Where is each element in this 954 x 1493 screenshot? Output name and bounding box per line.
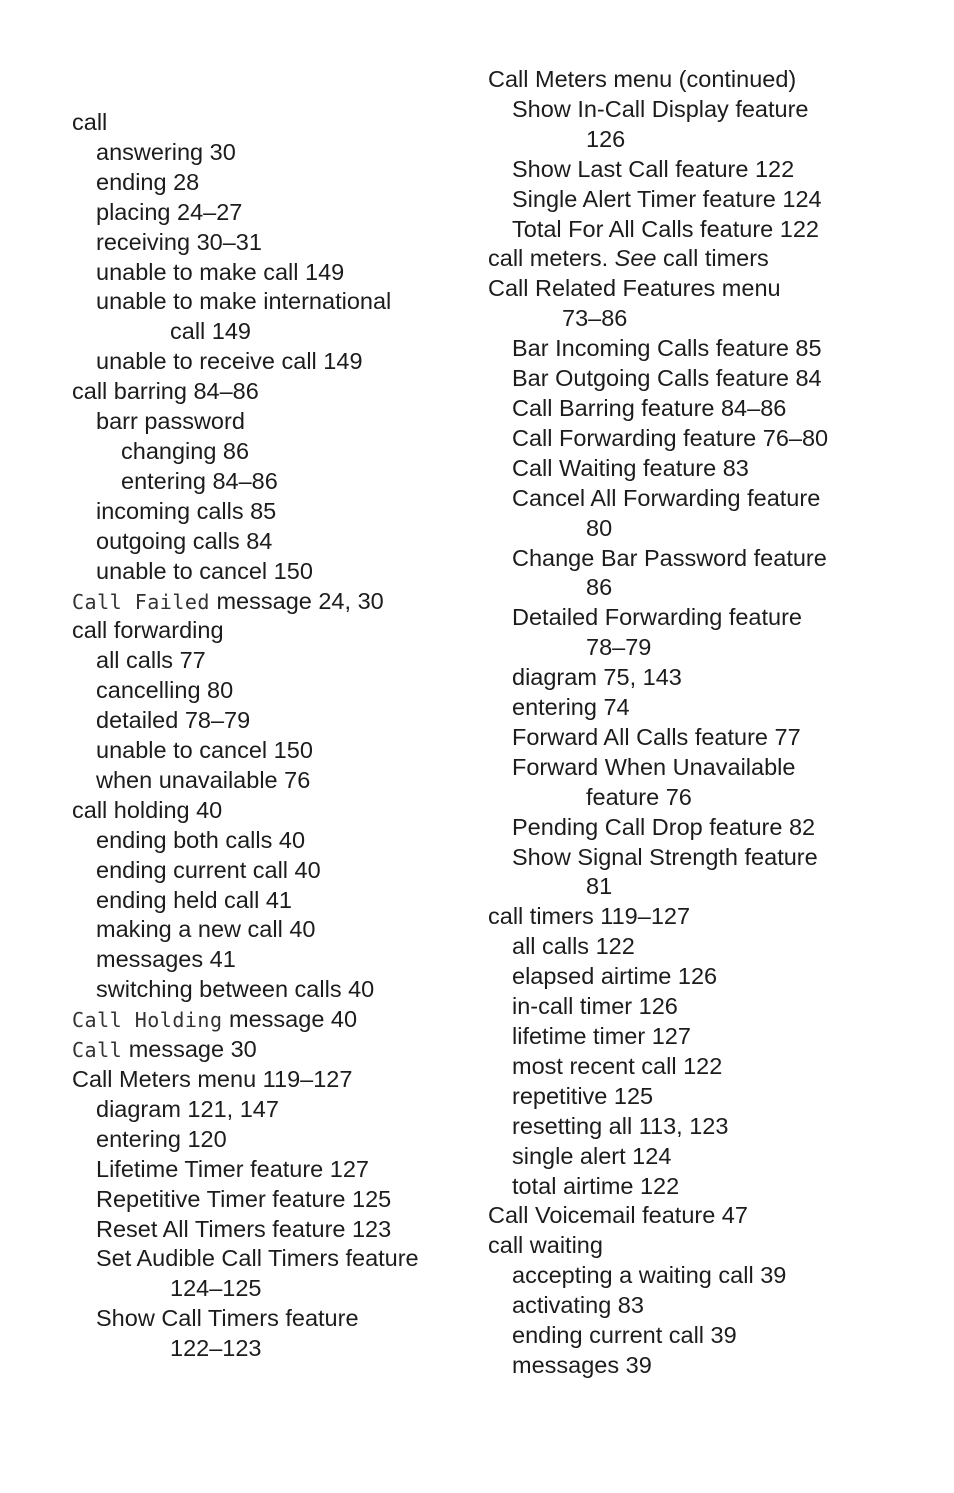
index-sub-entry (488, 424, 928, 454)
entry-text: message 30 (122, 1036, 257, 1063)
entry-text: 80 (586, 514, 613, 541)
entry-text: Set Audible Call Timers feature (96, 1245, 419, 1272)
index-sub-entry (72, 527, 472, 557)
entry-text: Single Alert Timer feature 124 (512, 185, 822, 212)
entry-text: changing 86 (121, 437, 250, 464)
entry-text: all calls 77 (96, 647, 206, 674)
entry-text: Detailed Forwarding feature (512, 604, 802, 631)
entry-text: message 40 (222, 1006, 358, 1033)
index-sub-entry (488, 1172, 928, 1202)
index-sub-entry (488, 544, 928, 574)
entry-text: making a new call 40 (96, 916, 316, 943)
entry-text: 81 (586, 873, 613, 900)
index-sub-entry (488, 185, 928, 215)
index-sub-entry (488, 723, 928, 753)
index-sub-entry (72, 138, 472, 168)
index-sub-entry (488, 1351, 928, 1381)
index-sub-entry (488, 334, 928, 364)
entry-text: call meters. (488, 245, 615, 272)
entry-text: repetitive 125 (512, 1082, 654, 1109)
entry-text: unable to make international (96, 288, 392, 315)
entry-text: call holding 40 (72, 796, 223, 823)
entry-text: call forwarding (72, 617, 224, 644)
entry-text: call 149 (170, 318, 251, 345)
entry-text: Show Signal Strength feature (512, 843, 818, 870)
index-sub-entry (72, 317, 472, 347)
index-sub-entry (488, 454, 928, 484)
entry-text: call (72, 109, 108, 135)
display-message-text: Call Holding (72, 1008, 223, 1033)
index-sub-entry (72, 228, 472, 258)
entry-text: diagram 75, 143 (512, 664, 682, 691)
entry-text: ending current call 39 (512, 1322, 737, 1349)
entry-text: call waiting (488, 1232, 603, 1259)
index-sub-entry (72, 407, 472, 437)
index-sub-entry (72, 467, 472, 497)
index-sub-entry (488, 813, 928, 843)
index-sub-entry (488, 484, 928, 514)
entry-text: Call Barring feature 84–86 (512, 394, 787, 421)
entry-text: Change Bar Password feature (512, 544, 827, 571)
index-sub-entry (72, 1185, 472, 1215)
index-sub-entry (72, 347, 472, 377)
index-sub-entry (488, 1082, 928, 1112)
entry-text: outgoing calls 84 (96, 527, 273, 554)
entry-text: Total For All Calls feature 122 (512, 215, 819, 242)
index-sub-entry (72, 856, 472, 886)
entry-text: 73–86 (562, 305, 628, 332)
entry-text: 126 (586, 125, 626, 152)
entry-text: cancelling 80 (96, 677, 234, 704)
entry-text: Forward When Unavailable (512, 753, 796, 780)
index-sub-entry (488, 932, 928, 962)
index-sub-entry (488, 364, 928, 394)
entry-text: answering 30 (96, 138, 236, 165)
entry-text: ending held call 41 (96, 886, 292, 913)
entry-text: activating 83 (512, 1292, 644, 1319)
entry-text: single alert 124 (512, 1142, 672, 1169)
index-sub-entry (488, 872, 928, 902)
entry-text: ending current call 40 (96, 856, 321, 883)
entry-text: ending 28 (96, 168, 200, 195)
cross-reference-target: call timers (656, 245, 769, 272)
index-sub-entry (72, 258, 472, 288)
entry-text: unable to cancel 150 (96, 737, 313, 764)
entry-text: Show In-Call Display feature (512, 95, 809, 122)
index-main-entry (72, 616, 472, 646)
entry-text: Bar Outgoing Calls feature 84 (512, 365, 822, 392)
index-sub-entry (488, 125, 928, 155)
index-column-left (72, 108, 472, 1364)
index-sub-entry (488, 573, 928, 603)
entry-text: 78–79 (586, 634, 652, 661)
entry-text: unable to make call 149 (96, 258, 345, 285)
index-sub-entry (488, 514, 928, 544)
index-sub-entry (488, 394, 928, 424)
index-sub-entry (72, 557, 472, 587)
entry-text: Forward All Calls feature 77 (512, 723, 801, 750)
entry-text: resetting all 113, 123 (512, 1112, 729, 1139)
entry-text: most recent call 122 (512, 1052, 723, 1079)
index-sub-entry (72, 1155, 472, 1185)
index-sub-entry (72, 646, 472, 676)
entry-text: Lifetime Timer feature 127 (96, 1155, 369, 1182)
entry-text: Repetitive Timer feature 125 (96, 1185, 392, 1212)
index-sub-entry (488, 783, 928, 813)
entry-text: elapsed airtime 126 (512, 963, 718, 990)
entry-text: entering 74 (512, 694, 630, 721)
entry-text: entering 120 (96, 1125, 227, 1152)
index-sub-entry (72, 1244, 472, 1274)
entry-text: Show Call Timers feature (96, 1305, 359, 1332)
entry-text: Call Forwarding feature 76–80 (512, 424, 829, 451)
entry-text: messages 41 (96, 946, 236, 973)
index-sub-entry (488, 603, 928, 633)
entry-text: feature 76 (586, 783, 692, 810)
index-sub-entry (72, 497, 472, 527)
entry-text: 86 (586, 574, 613, 601)
index-main-entry (488, 1201, 928, 1231)
entry-text: call barring 84–86 (72, 378, 259, 405)
entry-text: incoming calls 85 (96, 497, 277, 524)
entry-text: unable to receive call 149 (96, 348, 363, 375)
see-reference-text: See (614, 245, 657, 272)
index-sub-entry (488, 155, 928, 185)
entry-text: receiving 30–31 (96, 228, 262, 255)
entry-text: Bar Incoming Calls feature 85 (512, 335, 822, 362)
entry-text: all calls 122 (512, 933, 635, 960)
index-main-entry (488, 274, 928, 304)
index-sub-entry (488, 663, 928, 693)
index-sub-entry (72, 945, 472, 975)
index-sub-entry (72, 437, 472, 467)
entry-text: total airtime 122 (512, 1172, 680, 1199)
index-sub-entry (72, 287, 472, 317)
entry-text: Call Meters menu (continued) (488, 66, 797, 92)
index-sub-entry (72, 676, 472, 706)
index-main-entry (72, 587, 472, 617)
entry-text: 122–123 (170, 1335, 262, 1362)
index-sub-entry (72, 736, 472, 766)
entry-text: Cancel All Forwarding feature (512, 484, 821, 511)
index-main-entry (488, 65, 928, 95)
index-sub-entry (72, 915, 472, 945)
index-sub-entry (488, 304, 928, 334)
index-sub-entry (72, 766, 472, 796)
index-sub-entry (72, 886, 472, 916)
index-sub-entry (72, 975, 472, 1005)
index-sub-entry (488, 843, 928, 873)
entry-text: Call Waiting feature 83 (512, 454, 749, 481)
index-sub-entry (488, 962, 928, 992)
entry-text: diagram 121, 147 (96, 1095, 279, 1122)
entry-text: detailed 78–79 (96, 707, 251, 734)
index-main-entry (72, 1065, 472, 1095)
index-sub-entry (488, 1142, 928, 1172)
display-message-text: Call (72, 1038, 123, 1063)
index-main-entry (72, 1035, 472, 1065)
index-sub-entry (488, 992, 928, 1022)
entry-text: Show Last Call feature 122 (512, 155, 795, 182)
entry-text: entering 84–86 (121, 467, 278, 494)
index-sub-entry (72, 1215, 472, 1245)
index-sub-entry (488, 95, 928, 125)
index-main-entry (72, 1005, 472, 1035)
index-main-entry (488, 244, 928, 274)
index-column-right (488, 65, 928, 1381)
entry-text: message 24, 30 (209, 587, 384, 614)
index-sub-entry (72, 1304, 472, 1334)
index-sub-entry (72, 1125, 472, 1155)
index-sub-entry (488, 1291, 928, 1321)
index-sub-entry (488, 753, 928, 783)
index-sub-entry (72, 1274, 472, 1304)
index-sub-entry (488, 1261, 928, 1291)
entry-text: switching between calls 40 (96, 976, 375, 1003)
index-sub-entry (488, 633, 928, 663)
index-sub-entry (72, 706, 472, 736)
entry-text: in-call timer 126 (512, 993, 678, 1020)
entry-text: accepting a waiting call 39 (512, 1262, 787, 1289)
display-message-text: Call Failed (72, 589, 210, 614)
index-main-entry (488, 902, 928, 932)
index-sub-entry (488, 1112, 928, 1142)
index-sub-entry (72, 1334, 472, 1364)
index-sub-entry (72, 826, 472, 856)
entry-text: Reset All Timers feature 123 (96, 1215, 392, 1242)
index-sub-entry (72, 1095, 472, 1125)
entry-text: unable to cancel 150 (96, 557, 313, 584)
entry-text: Pending Call Drop feature 82 (512, 813, 816, 840)
entry-text: call timers 119–127 (488, 903, 691, 930)
index-main-entry (72, 108, 472, 138)
entry-text: barr password (96, 408, 245, 435)
entry-text: ending both calls 40 (96, 826, 306, 853)
index-main-entry (488, 1231, 928, 1261)
index-sub-entry (488, 1022, 928, 1052)
index-sub-entry (488, 215, 928, 245)
entry-text: Call Related Features menu (488, 275, 781, 302)
index-main-entry (72, 796, 472, 826)
index-main-entry (72, 377, 472, 407)
index-sub-entry (488, 1321, 928, 1351)
entry-text: 124–125 (170, 1275, 262, 1302)
index-sub-entry (488, 693, 928, 723)
entry-text: messages 39 (512, 1351, 652, 1378)
entry-text: placing 24–27 (96, 198, 243, 225)
entry-text: Call Voicemail feature 47 (488, 1202, 748, 1229)
index-sub-entry (72, 198, 472, 228)
entry-text: lifetime timer 127 (512, 1023, 691, 1049)
entry-text: Call Meters menu 119–127 (72, 1066, 353, 1092)
index-sub-entry (72, 168, 472, 198)
index-sub-entry (488, 1052, 928, 1082)
entry-text: when unavailable 76 (96, 766, 311, 793)
